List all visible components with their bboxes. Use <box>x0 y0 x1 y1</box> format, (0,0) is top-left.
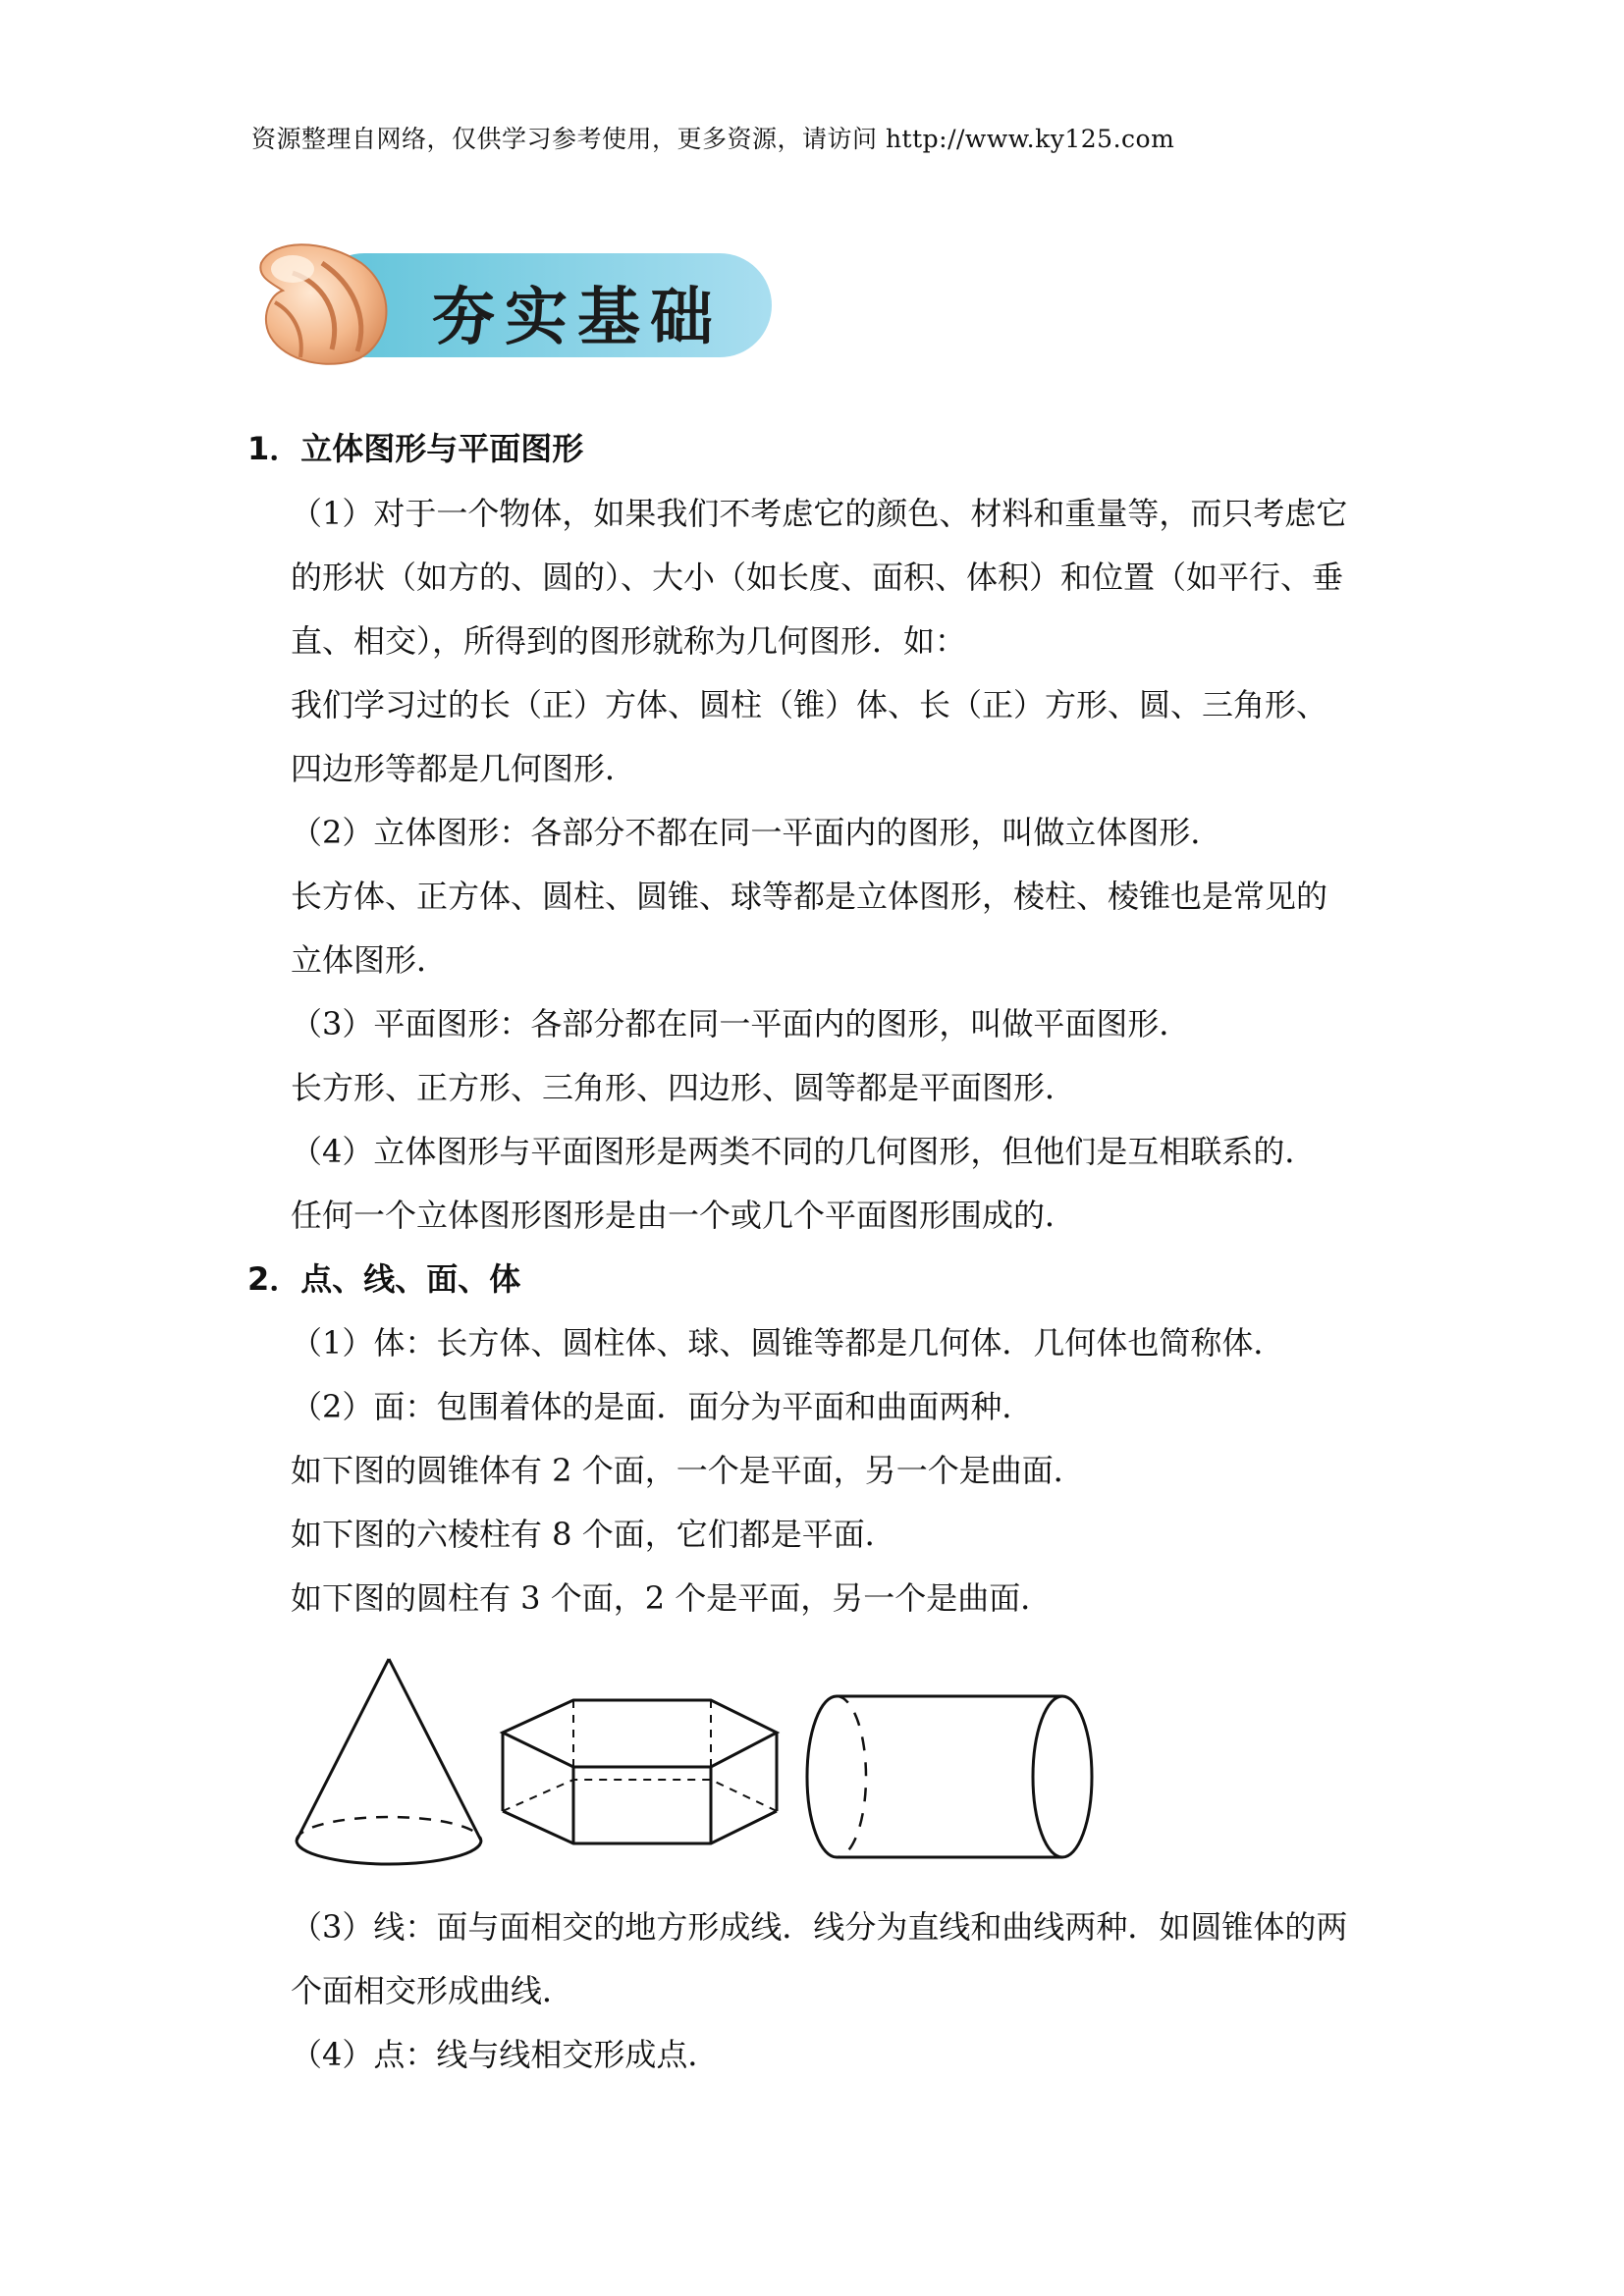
section-title-2: 2．点、线、面、体 <box>247 1260 521 1298</box>
text-line: （2）立体图形：各部分不都在同一平面内的图形，叫做立体图形． <box>291 814 1222 851</box>
text-line: 长方体、正方体、圆柱、圆锥、球等都是立体图形，棱柱、棱锥也是常见的 <box>291 878 1328 915</box>
page-header: 资源整理自网络，仅供学习参考使用，更多资源，请访问 http://www.ky125.com <box>251 125 1175 153</box>
cone-figure <box>297 1659 481 1864</box>
section-banner <box>253 234 778 371</box>
text-line: （2）面：包围着体的是面．面分为平面和曲面两种． <box>291 1388 1034 1425</box>
text-line: 个面相交形成曲线． <box>291 1972 574 2009</box>
cylinder-figure <box>807 1696 1092 1857</box>
text-line: （3）平面图形：各部分都在同一平面内的图形，叫做平面图形． <box>291 1005 1191 1042</box>
hexagonal-prism-figure <box>503 1700 777 1843</box>
banner-title: 夯实基础 <box>432 282 723 354</box>
text-line: （4）立体图形与平面图形是两类不同的几何图形，但他们是互相联系的． <box>291 1133 1317 1170</box>
text-line: 我们学习过的长（正）方体、圆柱（锥）体、长（正）方形、圆、三角形、 <box>291 686 1328 723</box>
section-title-1: 1．立体图形与平面图形 <box>247 430 584 467</box>
text-line: 四边形等都是几何图形． <box>291 750 637 787</box>
text-line: 立体图形． <box>291 941 449 979</box>
text-line: 任何一个立体图形图形是由一个或几个平面图形围成的． <box>291 1197 1077 1234</box>
text-line: （1）体：长方体、圆柱体、球、圆锥等都是几何体．几何体也简称体． <box>291 1324 1285 1362</box>
text-line: （3）线：面与面相交的地方形成线．线分为直线和曲线两种．如圆锥体的两 <box>291 1908 1348 1946</box>
text-line: 如下图的圆柱有 3 个面，2 个是平面，另一个是曲面． <box>291 1579 1053 1617</box>
text-line: （4）点：线与线相交形成点． <box>291 2036 720 2073</box>
text-line: （1）对于一个物体，如果我们不考虑它的颜色、材料和重量等，而只考虑它 <box>291 495 1348 532</box>
figures-svg <box>289 1649 1104 1875</box>
text-line: 的形状（如方的、圆的）、大小（如长度、面积、体积）和位置（如平行、垂 <box>291 559 1344 596</box>
text-line: 如下图的圆锥体有 2 个面，一个是平面，另一个是曲面． <box>291 1452 1085 1489</box>
text-line: 直、相交），所得到的图形就称为几何图形．如： <box>291 622 967 660</box>
geometry-figures <box>289 1649 1104 1879</box>
text-line: 长方形、正方形、三角形、四边形、圆等都是平面图形． <box>291 1069 1077 1106</box>
text-line: 如下图的六棱柱有 8 个面，它们都是平面． <box>291 1516 896 1553</box>
